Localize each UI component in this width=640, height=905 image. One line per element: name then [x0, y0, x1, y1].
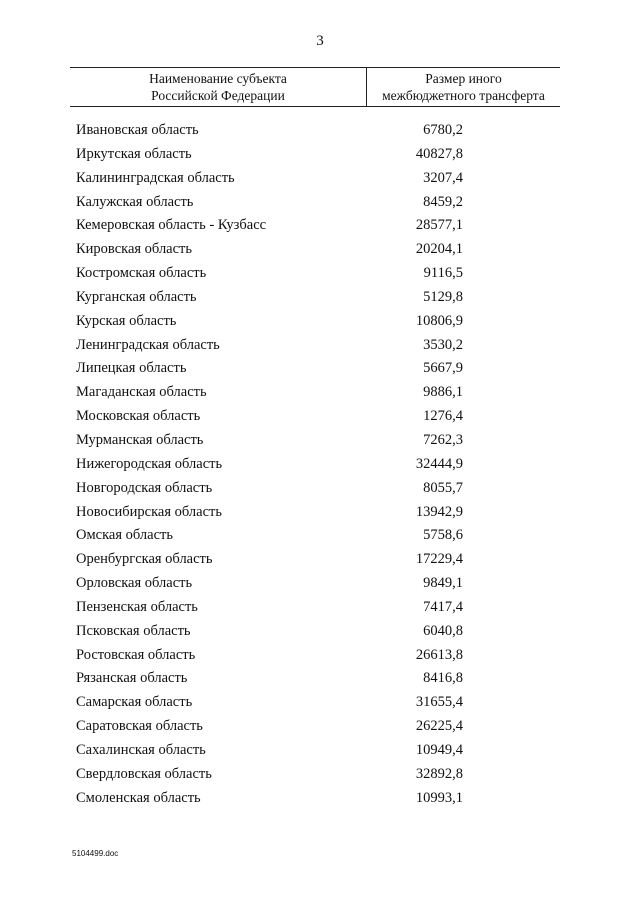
- region-name: Нижегородская область: [76, 455, 223, 472]
- table-row: [76, 524, 556, 548]
- table-row: [76, 286, 556, 310]
- header-transfer-amount-line2: межбюджетного трансферта: [382, 88, 545, 103]
- transfer-amount: 6780,2: [423, 122, 463, 138]
- region-name: Омская область: [76, 527, 173, 544]
- transfer-amount: 3207,4: [423, 169, 463, 186]
- region-name: Новосибирская область: [76, 503, 222, 520]
- table-row: [76, 477, 556, 501]
- region-name: Самарская область: [76, 694, 193, 711]
- table-row: [76, 548, 556, 572]
- header-region-name: [70, 70, 366, 104]
- region-name: Ростовская область: [76, 646, 196, 663]
- transfer-amount: 9849,1: [423, 575, 463, 592]
- region-name: Магаданская область: [76, 384, 207, 401]
- transfer-amount: 8055,7: [423, 479, 463, 496]
- region-name: Мурманская область: [76, 431, 204, 448]
- table-header: [70, 67, 560, 107]
- region-name: Ленинградская область: [76, 336, 220, 353]
- transfer-amount: 8416,8: [423, 670, 463, 687]
- transfer-amount: 31655,4: [415, 694, 463, 711]
- region-name: Пензенская область: [76, 598, 198, 615]
- transfer-amount: 9116,5: [423, 265, 463, 282]
- table-row: [76, 262, 556, 286]
- table-row: [76, 620, 556, 644]
- region-name: Костромская область: [76, 265, 207, 282]
- transfer-amount: 32444,9: [415, 455, 463, 472]
- table-row: [76, 787, 556, 811]
- transfer-amount: 26225,4: [415, 718, 463, 735]
- table-row: [76, 572, 556, 596]
- table-row: [76, 310, 556, 334]
- table-row: [76, 357, 556, 381]
- transfer-amount: 40827,8: [415, 145, 463, 162]
- transfer-amount: 28577,1: [415, 217, 463, 234]
- page-number: 3: [316, 33, 324, 49]
- table-row: [76, 405, 556, 429]
- region-name: Курганская область: [76, 288, 197, 305]
- transfer-amount: 7417,4: [423, 598, 463, 615]
- region-name: Ивановская область: [76, 122, 199, 138]
- header-transfer-amount: [367, 70, 560, 104]
- table-row: [76, 381, 556, 405]
- table-row: [76, 334, 556, 358]
- transfer-amount: 32892,8: [415, 765, 463, 782]
- transfer-amount: 9886,1: [423, 384, 463, 401]
- table-row: [76, 667, 556, 691]
- region-name: Новгородская область: [76, 479, 213, 496]
- header-region-name-line1: Наименование субъекта: [149, 71, 287, 86]
- table-row: [76, 453, 556, 477]
- header-transfer-amount-line1: Размер иного: [425, 71, 502, 86]
- table-row: [76, 238, 556, 262]
- region-name: Кировская область: [76, 241, 193, 258]
- transfer-amount: 17229,4: [415, 551, 463, 568]
- table-row: [76, 691, 556, 715]
- region-name: Рязанская область: [76, 670, 188, 687]
- transfer-amount: 1276,4: [423, 408, 463, 425]
- transfer-amount: 13942,9: [415, 503, 463, 520]
- region-name: Курская область: [76, 312, 177, 329]
- table-row: [76, 191, 556, 215]
- region-name: Иркутская область: [76, 145, 192, 162]
- transfer-amount: 8459,2: [423, 193, 463, 210]
- transfer-amount: 5667,9: [423, 360, 463, 377]
- region-name: Калужская область: [76, 193, 194, 210]
- transfer-amount: 26613,8: [415, 646, 463, 663]
- region-name: Орловская область: [76, 575, 193, 592]
- transfer-amount: 7262,3: [423, 431, 463, 448]
- table-row: [76, 501, 556, 525]
- region-name: Саратовская область: [76, 718, 203, 735]
- transfer-amount: 10949,4: [415, 741, 463, 758]
- region-name: Липецкая область: [76, 360, 187, 377]
- table-row: [76, 119, 556, 143]
- header-region-name-line2: Российской Федерации: [151, 88, 285, 103]
- transfer-amount: 20204,1: [415, 241, 463, 258]
- table-row: [76, 214, 556, 238]
- region-name: Свердловская область: [76, 765, 212, 782]
- table-row: [76, 429, 556, 453]
- region-name: Псковская область: [76, 622, 191, 639]
- region-name: Московская область: [76, 408, 201, 425]
- table-row: [76, 596, 556, 620]
- region-name: Кемеровская область - Кузбасс: [76, 217, 267, 234]
- transfer-amount: 10993,1: [415, 789, 463, 806]
- table-row: [76, 715, 556, 739]
- region-name: Калининградская область: [76, 169, 235, 186]
- transfer-amount: 6040,8: [423, 622, 463, 639]
- transfer-amount: 5758,6: [423, 527, 463, 544]
- table-body: [76, 119, 556, 810]
- table-row: [76, 739, 556, 763]
- table-row: [76, 644, 556, 668]
- transfer-amount: 10806,9: [415, 312, 463, 329]
- region-name: Смоленская область: [76, 789, 201, 806]
- region-name: Оренбургская область: [76, 551, 213, 568]
- table-row: [76, 167, 556, 191]
- region-name: Сахалинская область: [76, 741, 206, 758]
- transfer-amount: 5129,8: [423, 288, 463, 305]
- transfer-amount: 3530,2: [423, 336, 463, 353]
- document-code: 5104499.doc: [72, 849, 119, 858]
- table-row: [76, 143, 556, 167]
- table-row: [76, 763, 556, 787]
